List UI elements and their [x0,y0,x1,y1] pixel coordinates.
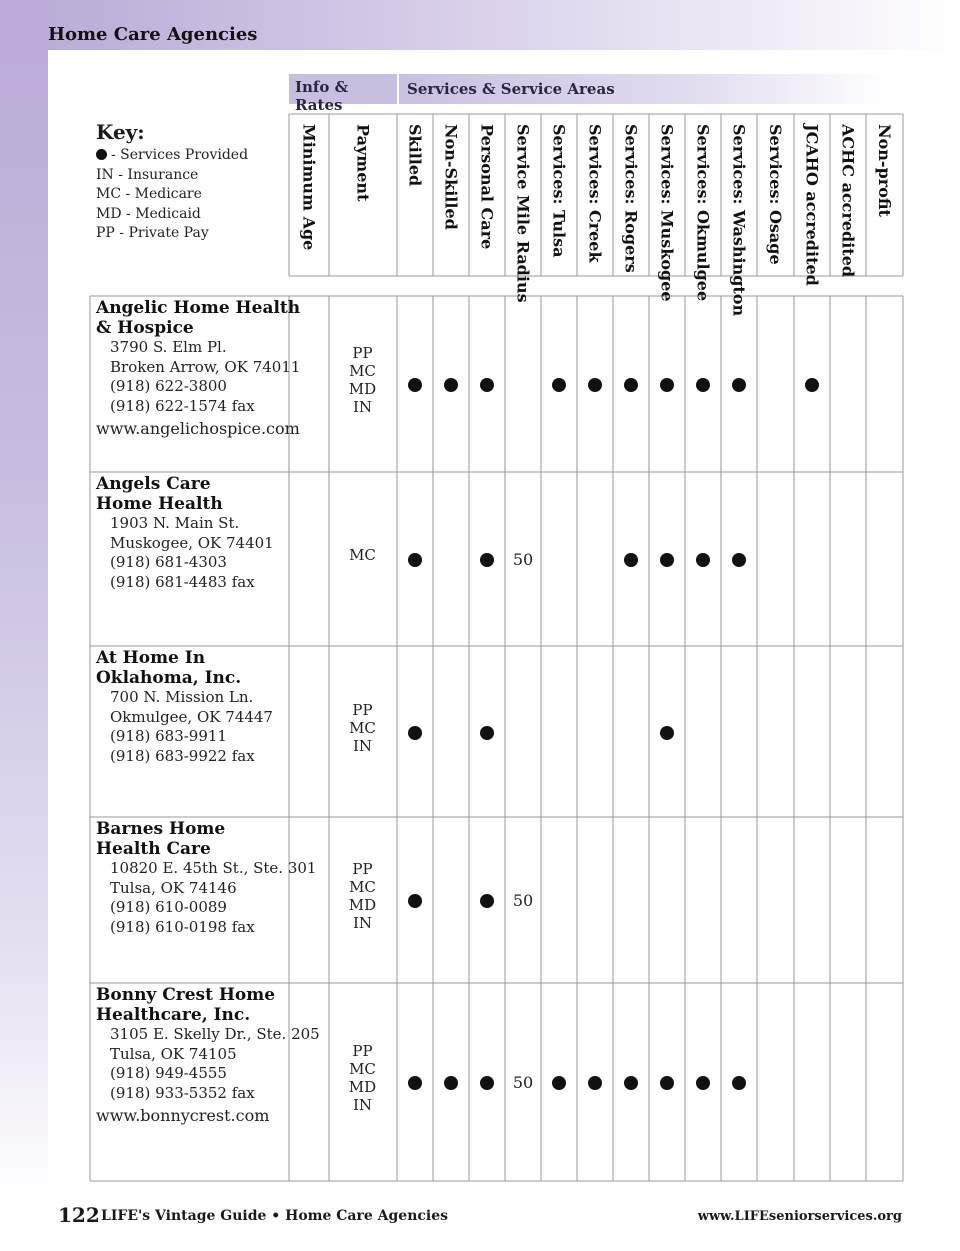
footer-website: www.LIFEseniorservices.org [697,1209,902,1224]
key-legend [96,120,248,244]
column-header [685,114,721,302]
column-header-label: Services: Okmulgee [693,124,713,302]
agency-address-line: Tulsa, OK 74146 [110,878,237,897]
column-header [329,114,397,276]
payment-code: IN [352,398,373,416]
agency-address-line: 1903 N. Main St. [110,514,240,532]
payment-code: MC [349,878,376,896]
agency-address-line: 10820 E. 45th St., Ste. 301 [110,859,317,877]
payment-code: PP [352,1042,373,1060]
agency-name: Angels Care [96,474,211,494]
service-provided-dot-icon [444,1076,458,1090]
services-band: Services & Service Areas [399,74,889,104]
payment-cell [329,546,396,564]
service-mile-radius: 50 [512,891,534,910]
key-item-medicare: MC - Medicare [96,186,202,202]
page-title: Home Care Agencies [48,24,258,45]
column-header-label: Non-Skilled [441,124,461,230]
service-provided-dot-icon [552,1076,566,1090]
column-header [505,114,541,303]
key-item-medicaid: MD - Medicaid [96,205,201,222]
payment-code: MD [348,380,377,398]
agency-address-line: (918) 610-0089 [110,898,227,916]
service-provided-dot-icon [624,378,638,392]
left-gradient-band [0,0,48,1200]
service-provided-dot-icon [588,378,602,392]
agency-address-line: (918) 681-4483 fax [110,572,255,591]
service-provided-dot-icon [732,553,746,567]
service-provided-dot-icon [660,726,674,740]
filled-circle-icon [96,149,107,160]
column-header [577,114,613,276]
agency-website-link[interactable]: www.angelichospice.com [96,419,300,438]
agency-info [96,299,300,439]
column-header [649,114,685,302]
agency-address-line: (918) 683-9911 [110,727,227,745]
agency-name: Bonny Crest Home [96,985,276,1005]
agency-name: Home Health [96,493,223,514]
column-header-label: Services: Washington [729,124,749,317]
column-header [397,114,433,276]
payment-cell [329,701,396,755]
payment-code: MD [348,896,377,914]
column-header-label: Services: Osage [766,124,785,265]
service-provided-dot-icon [480,894,494,908]
column-header [289,114,329,276]
column-header-label: Services: Rogers [621,124,641,273]
service-provided-dot-icon [624,1076,638,1090]
column-header [830,114,866,276]
payment-code: IN [352,1096,373,1114]
service-provided-dot-icon [660,553,674,567]
payment-cell [329,344,396,416]
agency-name: At Home In [96,648,206,668]
payment-code: PP [352,700,373,719]
payment-code: PP [352,344,373,362]
agency-address-line: (918) 610-0198 fax [110,917,255,936]
agency-name: Barnes Home [96,819,226,839]
service-mile-radius: 50 [512,550,534,569]
payment-code: MC [349,1060,376,1078]
agency-address-line: (918) 683-9922 fax [110,746,255,765]
column-header-label: Personal Care [477,124,497,250]
key-title: Key: [96,120,145,144]
agency-address-line: (918) 949-4555 [110,1064,227,1082]
agency-info [96,649,273,766]
agency-info [96,986,320,1126]
column-header-label: Payment [353,124,373,202]
agency-address-line: (918) 681-4303 [110,553,227,571]
agency-name: Oklahoma, Inc. [96,667,242,688]
service-provided-dot-icon [732,1076,746,1090]
agency-address-line: 3790 S. Elm Pl. [110,338,227,356]
agency-info [96,820,316,937]
payment-code: MD [348,1078,377,1096]
column-header-label: Service Mile Radius [513,124,533,303]
key-item-services: - Services Provided [96,146,248,166]
page-number: 122 [58,1203,100,1227]
service-provided-dot-icon [805,378,819,392]
service-provided-dot-icon [408,553,422,567]
info-rates-band: Info & Rates [289,74,397,104]
agency-address-line: (918) 933-5352 fax [110,1083,255,1102]
service-provided-dot-icon [480,1076,494,1090]
service-provided-dot-icon [408,1076,422,1090]
column-header-label: ACHC accredited [838,124,858,278]
column-header [433,114,469,276]
service-provided-dot-icon [480,726,494,740]
service-provided-dot-icon [732,378,746,392]
agency-address-line: Broken Arrow, OK 74011 [110,357,301,376]
agency-address-line: 3105 E. Skelly Dr., Ste. 205 [110,1025,320,1043]
service-mile-radius: 50 [512,1073,534,1092]
column-header-label: Services: Tulsa [549,124,569,258]
key-item-insurance: IN - Insurance [96,166,199,183]
column-header-label: Services: Muskogee [657,124,677,302]
payment-cell [329,1042,396,1114]
agency-address-line: Okmulgee, OK 74447 [110,707,273,726]
key-item-private-pay: PP - Private Pay [96,225,209,241]
service-provided-dot-icon [408,726,422,740]
agency-address-line: (918) 622-3800 [110,377,227,395]
payment-code: IN [352,736,373,755]
service-provided-dot-icon [696,378,710,392]
agency-address-line: Muskogee, OK 74401 [110,533,274,552]
column-header-label: JCAHO accredited [802,124,822,286]
agency-address-line: (918) 622-1574 fax [110,396,255,415]
agency-name: & Hospice [96,317,194,338]
column-header [721,114,757,317]
agency-name: Angelic Home Health [96,298,301,318]
agency-address-line: Tulsa, OK 74105 [110,1044,237,1063]
service-provided-dot-icon [696,1076,710,1090]
payment-code: MC [349,362,376,380]
service-provided-dot-icon [480,553,494,567]
payment-code: IN [352,914,373,932]
column-header [866,114,903,276]
column-header-label: Minimum Age [299,124,319,251]
payment-code: MC [349,546,376,564]
service-provided-dot-icon [660,378,674,392]
agency-name: Healthcare, Inc. [96,1004,251,1025]
service-provided-dot-icon [588,1076,602,1090]
agency-info [96,475,274,592]
agency-website-link[interactable]: www.bonnycrest.com [96,1106,270,1125]
column-header [541,114,577,276]
column-header [794,114,830,286]
service-provided-dot-icon [624,553,638,567]
payment-code: PP [352,860,373,878]
service-provided-dot-icon [408,894,422,908]
payment-code: MC [349,718,376,737]
service-provided-dot-icon [444,378,458,392]
column-header [757,114,794,276]
service-provided-dot-icon [552,378,566,392]
service-provided-dot-icon [696,553,710,567]
payment-cell [329,860,396,932]
column-header [469,114,505,276]
agency-address-line: 700 N. Mission Ln. [110,688,254,706]
agency-name: Health Care [96,838,211,859]
column-header-label: Services: Creek [585,124,605,263]
column-header [613,114,649,276]
service-provided-dot-icon [480,378,494,392]
column-header-label: Non-profit [875,124,894,217]
column-header-label: Skilled [405,124,425,187]
footer-guide-title: LIFE's Vintage Guide • Home Care Agencies [101,1208,449,1224]
service-provided-dot-icon [660,1076,674,1090]
service-provided-dot-icon [408,378,422,392]
